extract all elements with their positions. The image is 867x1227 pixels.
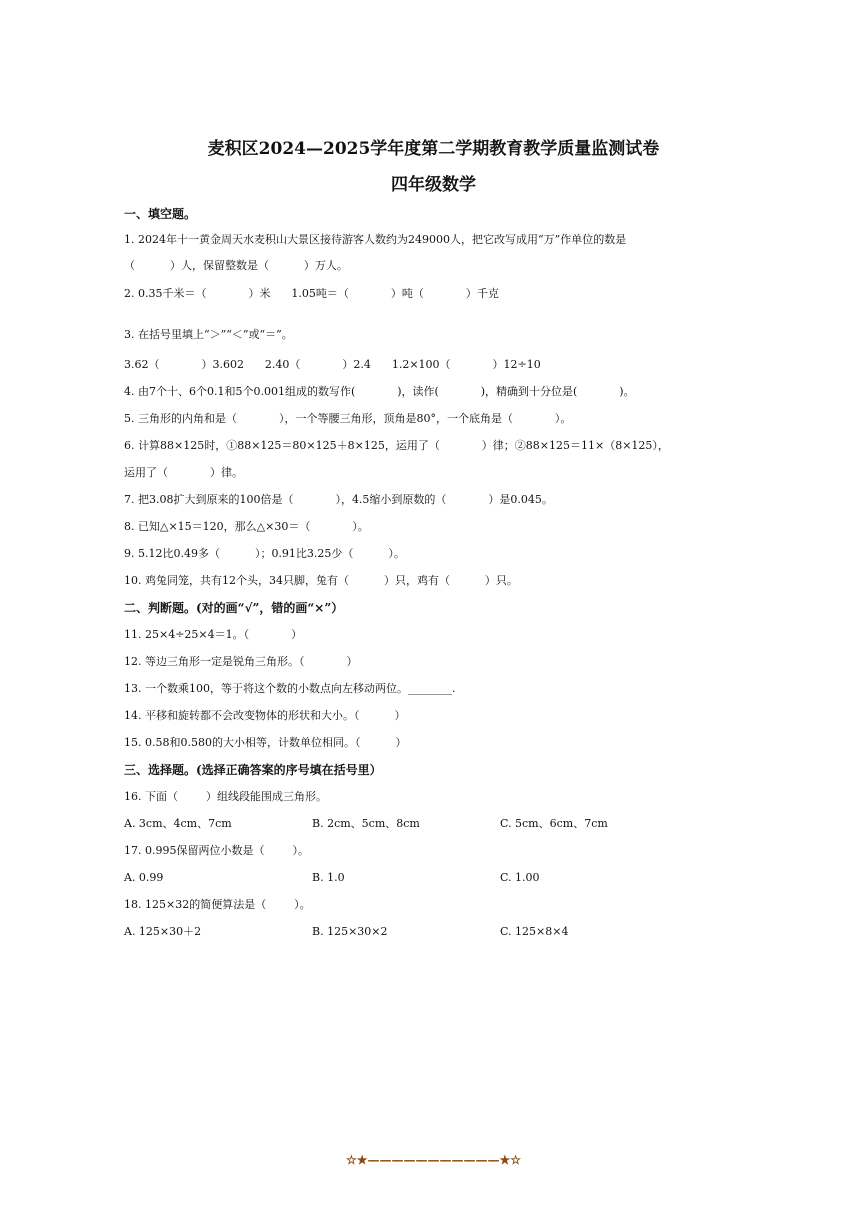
line-text: 15. 0.58和0.580的大小相等，计数单位相同。（ ） [124, 736, 407, 749]
line-text: （ ）人，保留整数是（ ）万人。 [124, 259, 348, 272]
question-line [124, 287, 499, 301]
question-line [124, 385, 635, 399]
line-text: 2. 0.35千米＝（ ）米 1.05吨＝（ ）吨（ ）千克 [124, 287, 499, 300]
question-line [124, 871, 163, 885]
line-text: 三、选择题。(选择正确答案的序号填在括号里） [124, 763, 382, 777]
question-line [124, 520, 369, 534]
option-c: C. 5cm、6cm、7cm [500, 817, 608, 830]
line-text: 14. 平移和旋转都不会改变物体的形状和大小。（ ） [124, 709, 406, 722]
question-line [124, 790, 327, 804]
line-text: 10. 鸡兔同笼，共有12个头，34只脚，兔有（ ）只，鸡有（ ）只。 [124, 574, 518, 587]
question-line [124, 574, 518, 588]
section-heading [124, 207, 196, 221]
exam-subtitle: 四年级数学 [391, 175, 476, 195]
section-heading [124, 601, 343, 615]
line-text: 12. 等边三角形一定是锐角三角形。（ ） [124, 655, 358, 668]
question-line [124, 817, 232, 831]
question-line [124, 628, 302, 642]
line-text: 3. 在括号里填上“＞”“＜”或“＝”。 [124, 328, 293, 341]
option-c: C. 1.00 [500, 871, 540, 884]
line-text: 18. 125×32的简便算法是（ ）。 [124, 898, 311, 911]
line-text: 7. 把3.08扩大到原来的100倍是（ ），4.5缩小到原数的（ ）是0.045。 [124, 493, 553, 506]
line-text: 8. 已知△×15＝120，那么△×30＝（ ）。 [124, 520, 369, 533]
question-line [124, 925, 201, 939]
question-line [124, 736, 406, 750]
question-line [124, 259, 348, 273]
line-text: 17. 0.995保留两位小数是（ ）。 [124, 844, 309, 857]
footer-ornament: ☆★———————————★☆ [345, 1153, 522, 1167]
line-text: A. 125×30＋2 [124, 925, 202, 938]
question-line [124, 547, 405, 561]
question-line [124, 328, 293, 342]
question-line [124, 493, 553, 507]
line-text: 1. 2024年十一黄金周天水麦积山大景区接待游客人数约为249000人，把它改写成用“万”作单位的数是 [124, 233, 627, 246]
line-text: 运用了（ ）律。 [124, 466, 243, 479]
question-line [124, 358, 541, 372]
option-b: B. 1.0 [312, 871, 345, 884]
option-b: B. 2cm、5cm、8cm [312, 817, 420, 830]
option-c: C. 125×8×4 [500, 925, 569, 938]
line-text: 16. 下面（ ）组线段能围成三角形。 [124, 790, 327, 803]
question-line [124, 233, 626, 247]
line-text: 6. 计算88×125时，①88×125＝80×125＋8×125，运用了（ ）律；②88×125＝11×（8×125）， [124, 439, 669, 452]
question-line [124, 412, 571, 426]
line-text: 二、判断题。(对的画“√”，错的画“×”） [124, 601, 344, 615]
line-text: 4. 由7个十、6个0.1和5个0.001组成的数写作( )，读作( )，精确到十分位是( )。 [124, 385, 635, 398]
question-line [124, 844, 309, 858]
line-text: 3.62（ ）3.602 2.40（ ）2.4 1.2×100（ ）12÷10 [124, 358, 541, 371]
line-text: A. 0.99 [124, 871, 164, 884]
question-line [124, 439, 669, 453]
question-line [124, 898, 311, 912]
line-text: 11. 25×4÷25×4＝1。（ ） [124, 628, 303, 641]
section-heading [124, 763, 382, 777]
question-line [124, 655, 357, 669]
question-line [124, 682, 455, 696]
question-line [124, 709, 405, 723]
line-text: 9. 5.12比0.49多（ ）；0.91比3.25少（ ）。 [124, 547, 405, 560]
exam-title: 麦积区2024—2025学年度第二学期教育教学质量监测试卷 [207, 139, 660, 159]
line-text: 一、填空题。 [124, 207, 197, 221]
option-b: B. 125×30×2 [312, 925, 388, 938]
line-text: 5. 三角形的内角和是（ ），一个等腰三角形，顶角是80°，一个底角是（ ）。 [124, 412, 572, 425]
line-text: A. 3cm、4cm、7cm [124, 817, 232, 830]
question-line [124, 466, 243, 480]
line-text: 13. 一个数乘100，等于将这个数的小数点向左移动两位。________. [124, 682, 456, 695]
